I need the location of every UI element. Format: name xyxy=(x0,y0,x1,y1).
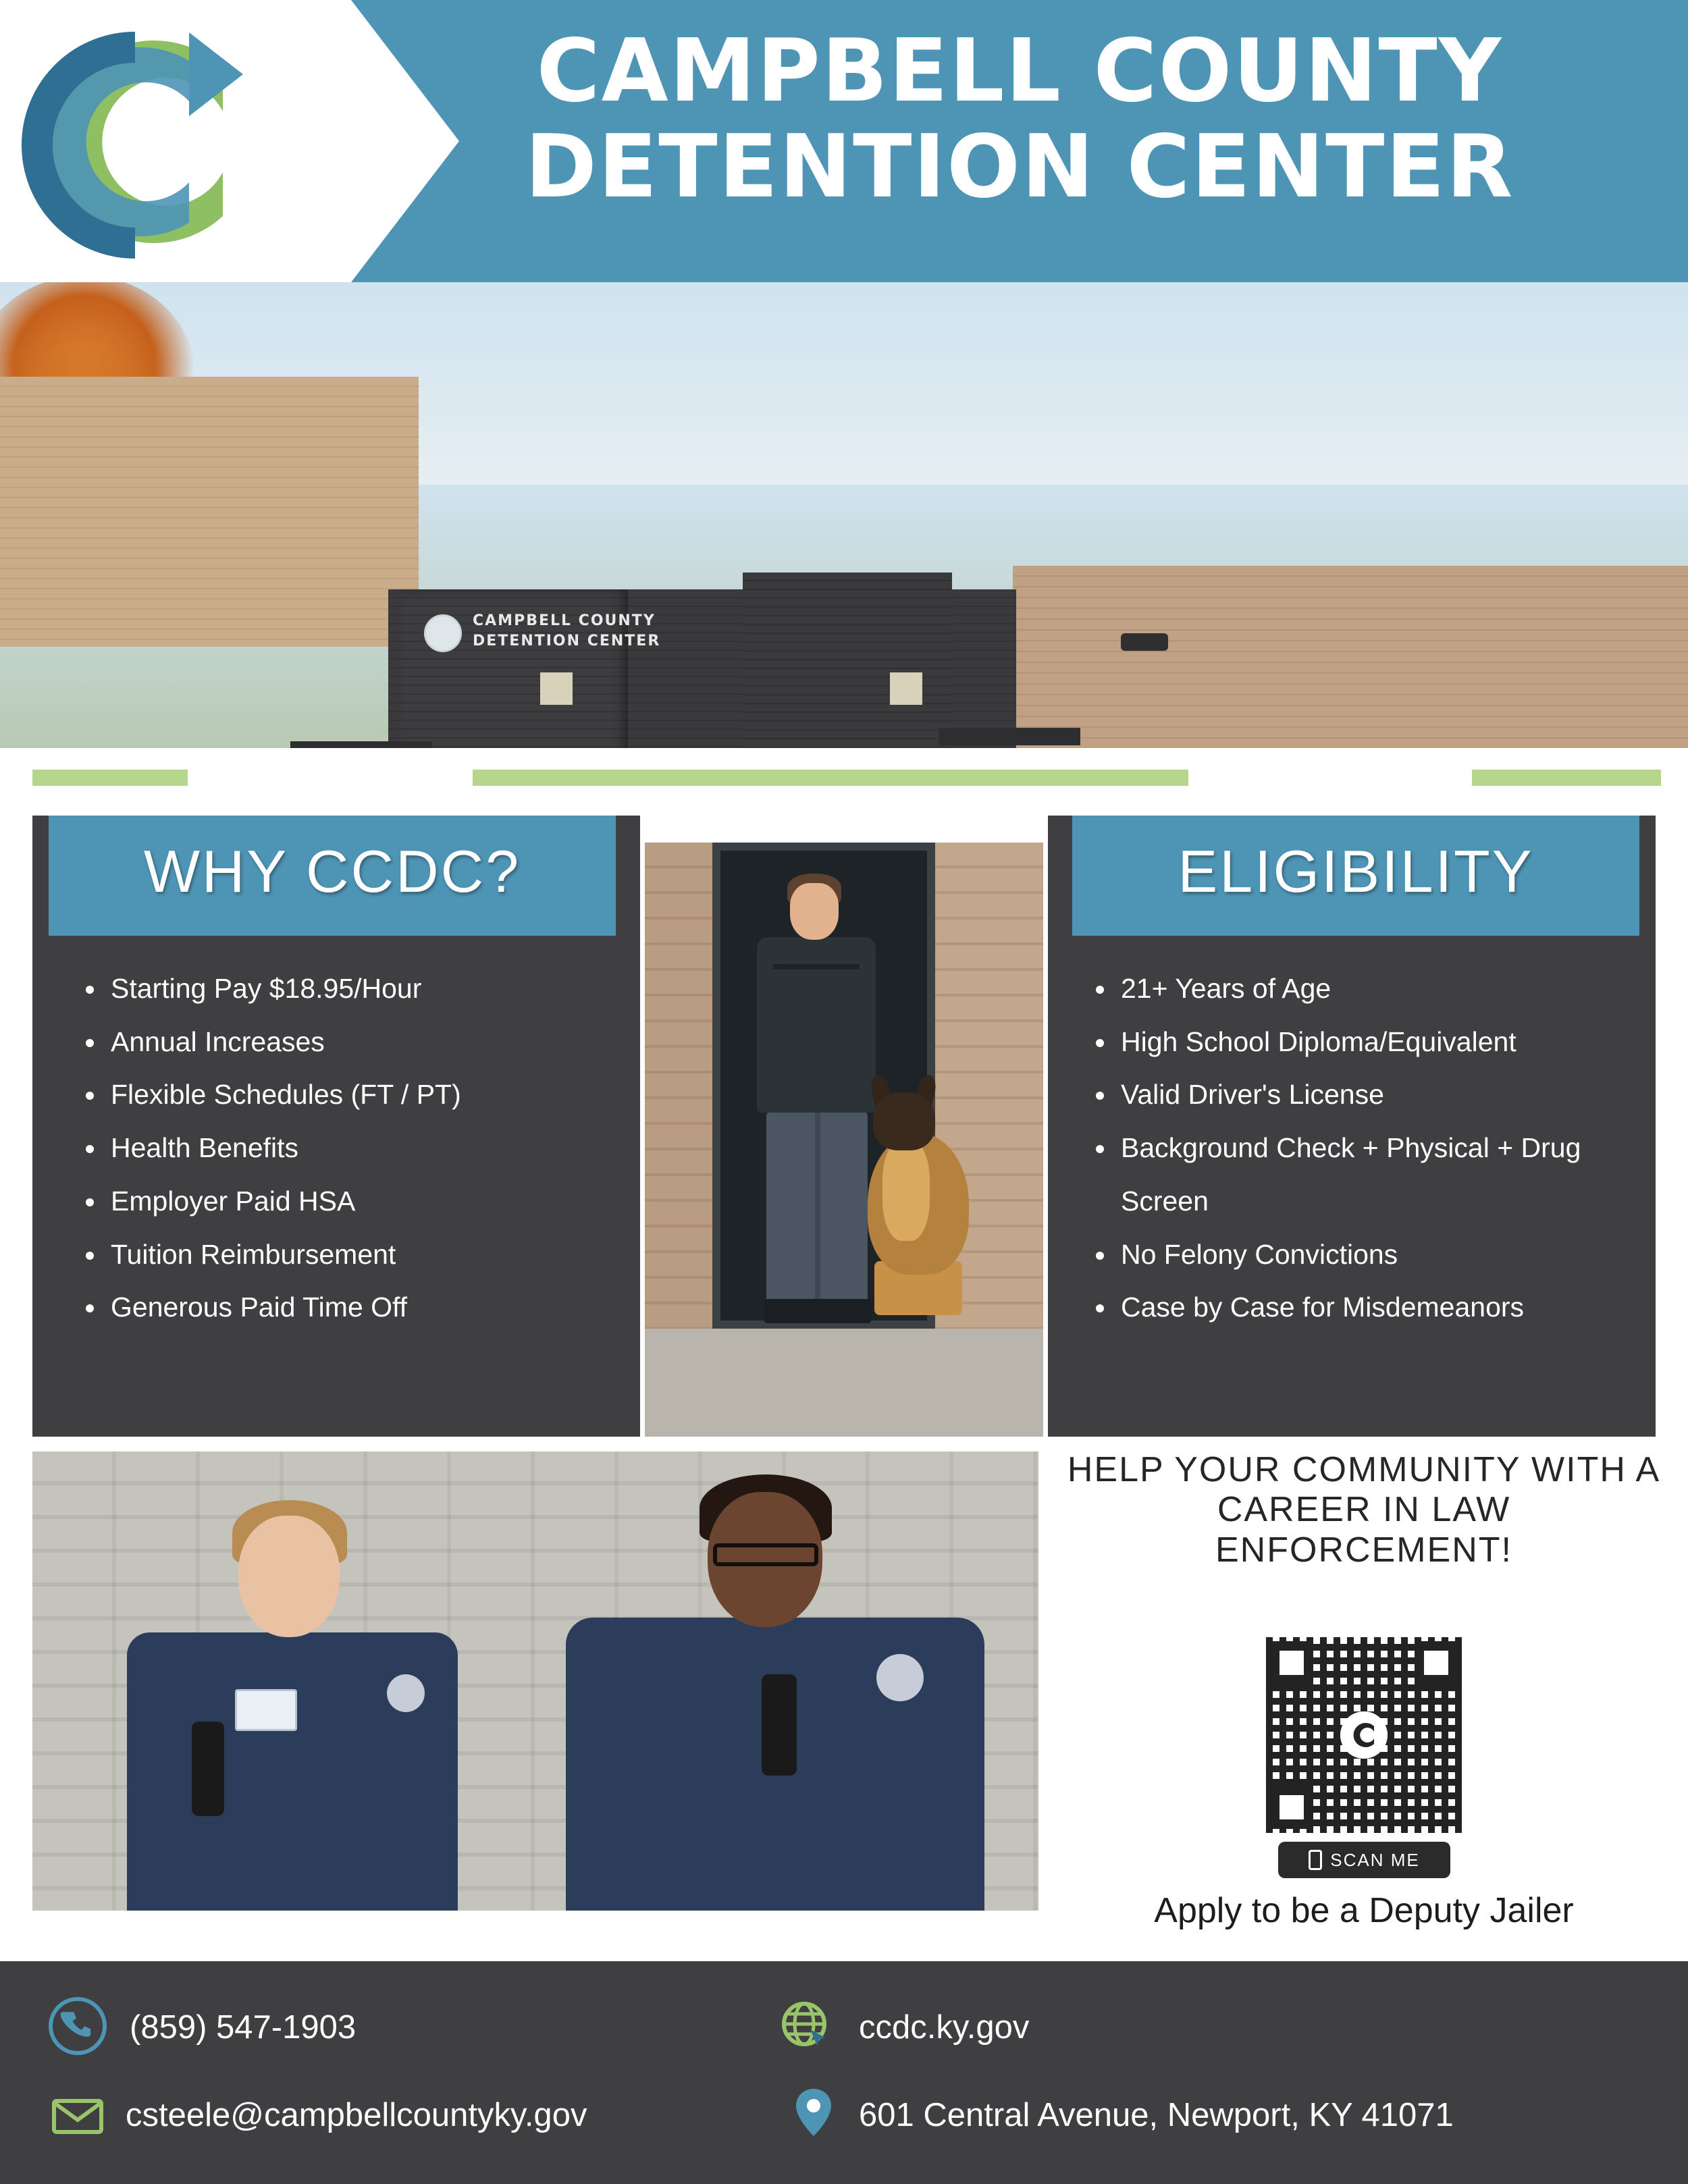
phone-icon xyxy=(1309,1850,1322,1870)
ccdc-mini-logo-icon xyxy=(1347,1718,1381,1752)
list-item: • Flexible Schedules (FT / PT) xyxy=(107,1068,608,1121)
wall-light-icon xyxy=(1121,633,1168,651)
k9-officer-photo xyxy=(645,843,1043,1437)
walkway xyxy=(645,1329,1043,1437)
list-item: • Health Benefits xyxy=(107,1121,608,1175)
footer-bar xyxy=(0,1961,1688,2184)
qr-eye-top-left xyxy=(1270,1641,1313,1684)
qr-eye-top-right xyxy=(1415,1641,1458,1684)
dark-tower-right xyxy=(743,572,952,748)
list-item: • Background Check + Physical + Drug Screen xyxy=(1117,1121,1658,1227)
eligibility-title: ELIGIBILITY xyxy=(1178,838,1534,905)
officer-one-radio xyxy=(192,1722,224,1816)
officer-torso xyxy=(757,937,876,1113)
list-item: • Case by Case for Misdemeanors xyxy=(1117,1281,1658,1334)
officer-one-id-badge xyxy=(235,1689,297,1731)
list-item: • Annual Increases xyxy=(107,1015,608,1069)
officer-boots xyxy=(764,1299,872,1323)
officer-one-patch xyxy=(387,1674,425,1712)
green-bar xyxy=(32,770,188,786)
officer-two-glasses xyxy=(713,1543,818,1566)
green-bar xyxy=(473,770,1188,786)
location-pin-icon xyxy=(785,2083,843,2141)
footer-address[interactable]: 601 Central Avenue, Newport, KY 41071 xyxy=(859,2097,1454,2133)
building-sign xyxy=(473,611,660,651)
green-accent-row xyxy=(0,770,1688,786)
officers-photo xyxy=(32,1451,1038,1911)
window xyxy=(540,672,573,705)
officer-head xyxy=(790,883,839,940)
apply-text: Apply to be a Deputy Jailer xyxy=(1154,1891,1574,1930)
globe-icon xyxy=(776,1997,835,2055)
qr-code-pattern[interactable] xyxy=(1266,1637,1462,1833)
footer-website[interactable]: ccdc.ky.gov xyxy=(859,2009,1030,2046)
title-line-1: CAMPBELL COUNTY xyxy=(536,21,1503,122)
building-sign-line-2: DETENTION CENTER xyxy=(473,632,661,649)
list-item: • No Felony Convictions xyxy=(1117,1228,1658,1281)
ccdc-logo-icon xyxy=(20,20,263,263)
list-item: • Employer Paid HSA xyxy=(107,1175,608,1228)
cta-headline: HELP YOUR COMMUNITY WITH A CAREER IN LAW ENFORCEMENT! xyxy=(1067,1450,1661,1570)
qr-logo-icon xyxy=(1340,1711,1388,1759)
right-brick-wall xyxy=(1013,566,1688,748)
list-item: • High School Diploma/Equivalent xyxy=(1117,1015,1658,1069)
entry-canopy xyxy=(290,741,432,748)
officer-one-head xyxy=(238,1516,340,1637)
phone-icon xyxy=(49,1997,107,2055)
footer-phone[interactable]: (859) 547-1903 xyxy=(130,2009,357,2046)
why-ccdc-title: WHY CCDC? xyxy=(143,838,521,905)
county-seal-icon xyxy=(424,614,462,652)
officer-vest xyxy=(773,964,860,969)
k9-head xyxy=(873,1092,935,1150)
k9-chest xyxy=(882,1140,930,1241)
logo-area xyxy=(0,0,351,282)
header-banner xyxy=(0,0,1688,282)
page-title xyxy=(368,21,1671,217)
footer-email[interactable]: csteele@campbellcountyky.gov xyxy=(126,2097,587,2133)
officer-leg-split xyxy=(815,1110,820,1306)
list-item: • 21+ Years of Age xyxy=(1117,962,1658,1015)
scan-me-label: SCAN ME xyxy=(1330,1849,1420,1870)
window xyxy=(890,672,922,705)
left-brick-wall xyxy=(0,377,419,647)
list-item: • Generous Paid Time Off xyxy=(107,1281,608,1334)
scan-me-badge xyxy=(1278,1842,1450,1878)
qr-eye-bottom-left xyxy=(1270,1786,1313,1829)
title-line-2: DETENTION CENTER xyxy=(525,117,1514,217)
green-bar xyxy=(1472,770,1661,786)
entry-canopy-2 xyxy=(939,728,1080,745)
officer-two-radio xyxy=(762,1674,797,1776)
list-item: • Tuition Reimbursement xyxy=(107,1228,608,1281)
why-ccdc-list xyxy=(68,962,608,1334)
qr-code[interactable] xyxy=(1266,1637,1462,1833)
email-icon xyxy=(49,2086,107,2144)
eligibility-list xyxy=(1078,962,1658,1334)
officer-two-patch xyxy=(876,1654,924,1701)
building-sign-line-1: CAMPBELL COUNTY xyxy=(473,612,656,629)
list-item: • Starting Pay $18.95/Hour xyxy=(107,962,608,1015)
facility-photo xyxy=(0,282,1688,748)
list-item: • Valid Driver's License xyxy=(1117,1068,1658,1121)
